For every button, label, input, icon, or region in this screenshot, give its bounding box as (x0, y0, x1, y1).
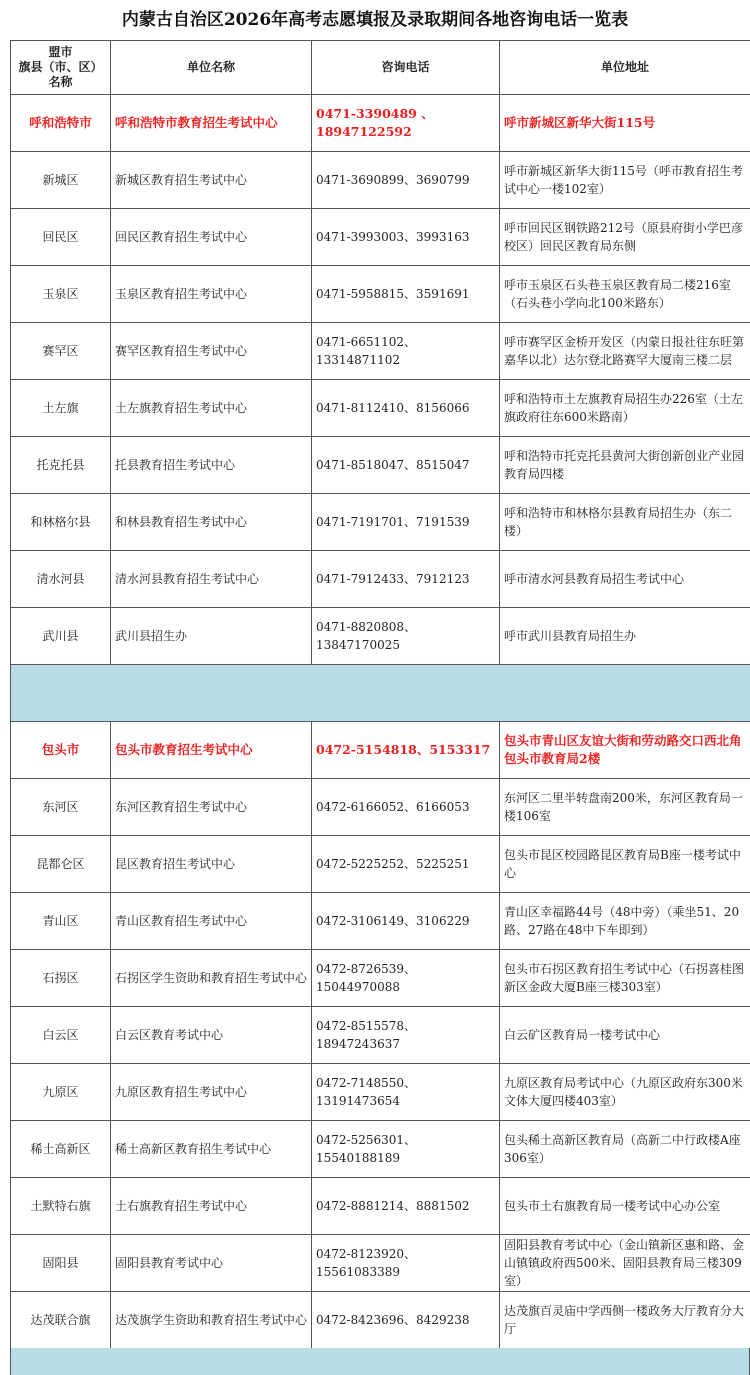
phone-cell: 0471-7191701、7191539 (312, 494, 500, 551)
unit-cell: 清水河县教育招生考试中心 (111, 551, 312, 608)
address-cell: 青山区幸福路44号（48中旁）（乘坐51、20路、27路在48中下车即到） (500, 893, 750, 950)
unit-cell: 和林县教育招生考试中心 (111, 494, 312, 551)
phone-cell: 0472-5225252、5225251 (312, 836, 500, 893)
address-cell: 呼和浩特市托克托县黄河大街创新创业产业园教育局四楼 (500, 437, 750, 494)
unit-cell: 玉泉区教育招生考试中心 (111, 266, 312, 323)
header-address: 单位地址 (500, 41, 750, 95)
phone-cell: 0471-8820808、13847170025 (312, 608, 500, 665)
table-row (11, 266, 750, 323)
table-row (11, 779, 750, 836)
unit-cell: 回民区教育招生考试中心 (111, 209, 312, 266)
section-separator-band (10, 1348, 750, 1375)
unit-cell: 新城区教育招生考试中心 (111, 152, 312, 209)
address-cell: 呼市赛罕区金桥开发区（内蒙日报社往东旺第嘉华以北）达尔登北路赛罕大厦南三楼二层 (500, 323, 750, 380)
phone-cell: 0472-8881214、8881502 (312, 1178, 500, 1235)
phone-cell: 0471-8112410、8156066 (312, 380, 500, 437)
address-cell: 包头稀土高新区教育局（高新二中行政楼A座306室） (500, 1121, 750, 1178)
region-cell: 昆都仑区 (11, 836, 111, 893)
header-unit: 单位名称 (111, 41, 312, 95)
table-row (11, 323, 750, 380)
address-cell: 呼和浩特市和林格尔县教育局招生办（东二楼） (500, 494, 750, 551)
region-cell: 石拐区 (11, 950, 111, 1007)
region-cell: 玉泉区 (11, 266, 111, 323)
table-row (11, 494, 750, 551)
phone-cell: 0472-8726539、15044970088 (312, 950, 500, 1007)
table-row (11, 950, 750, 1007)
table-row (11, 893, 750, 950)
address-cell: 包头市土右旗教育局一楼考试中心办公室 (500, 1178, 750, 1235)
region-cell: 固阳县 (11, 1235, 111, 1292)
table-row (11, 209, 750, 266)
address-cell: 呼市新城区新华大街115号 (500, 95, 750, 152)
separator-cell (11, 665, 750, 722)
table-row (11, 722, 750, 779)
contact-table (10, 40, 750, 1349)
region-cell: 青山区 (11, 893, 111, 950)
phone-cell: 0472-8515578、18947243637 (312, 1007, 500, 1064)
region-cell: 赛罕区 (11, 323, 111, 380)
address-cell: 呼市玉泉区石头巷玉泉区教育局二楼216室（石头巷小学向北100米路东） (500, 266, 750, 323)
address-cell: 包头市昆区校园路昆区教育局B座一楼考试中心 (500, 836, 750, 893)
address-cell: 达茂旗百灵庙中学西侧一楼政务大厅教育分大厅 (500, 1292, 750, 1349)
region-cell: 稀土高新区 (11, 1121, 111, 1178)
region-cell: 土左旗 (11, 380, 111, 437)
unit-cell: 托县教育招生考试中心 (111, 437, 312, 494)
phone-cell: 0472-3106149、3106229 (312, 893, 500, 950)
unit-cell: 武川县招生办 (111, 608, 312, 665)
header-phone: 咨询电话 (312, 41, 500, 95)
unit-cell: 固阳县教育考试中心 (111, 1235, 312, 1292)
header-row (11, 41, 750, 95)
header-region: 盟市 旗县（市、区） 名称 (11, 41, 111, 95)
region-cell: 达茂联合旗 (11, 1292, 111, 1349)
table-row (11, 836, 750, 893)
unit-cell: 昆区教育招生考试中心 (111, 836, 312, 893)
region-cell: 武川县 (11, 608, 111, 665)
unit-cell: 东河区教育招生考试中心 (111, 779, 312, 836)
region-cell: 回民区 (11, 209, 111, 266)
address-cell: 包头市青山区友谊大街和劳动路交口西北角包头市教育局2楼 (500, 722, 750, 779)
address-cell: 包头市石拐区教育招生考试中心（石拐喜桂图新区金政大厦B座三楼303室） (500, 950, 750, 1007)
table-row (11, 1178, 750, 1235)
address-cell: 东河区二里半转盘南200米，东河区教育局一楼106室 (500, 779, 750, 836)
table-row (11, 152, 750, 209)
phone-cell: 0471-6651102、13314871102 (312, 323, 500, 380)
section-separator (11, 665, 750, 722)
region-cell: 土默特右旗 (11, 1178, 111, 1235)
address-cell: 固阳县教育考试中心（金山镇新区惠和路、金山镇镇政府西500米、固阳县教育局三楼309室） (500, 1235, 750, 1292)
phone-cell: 0471-3390489 、18947122592 (312, 95, 500, 152)
address-cell: 呼和浩特市土左旗教育局招生办226室（土左旗政府往东600米路南） (500, 380, 750, 437)
table-row (11, 95, 750, 152)
table-row (11, 380, 750, 437)
unit-cell: 包头市教育招生考试中心 (111, 722, 312, 779)
table-row (11, 608, 750, 665)
phone-cell: 0472-5154818、5153317 (312, 722, 500, 779)
table-row (11, 1064, 750, 1121)
region-cell: 包头市 (11, 722, 111, 779)
address-cell: 呼市清水河县教育局招生考试中心 (500, 551, 750, 608)
region-cell: 九原区 (11, 1064, 111, 1121)
phone-cell: 0472-7148550、13191473654 (312, 1064, 500, 1121)
unit-cell: 九原区教育招生考试中心 (111, 1064, 312, 1121)
region-cell: 和林格尔县 (11, 494, 111, 551)
unit-cell: 白云区教育考试中心 (111, 1007, 312, 1064)
phone-cell: 0471-5958815、3591691 (312, 266, 500, 323)
table-row (11, 551, 750, 608)
table-row (11, 1121, 750, 1178)
region-cell: 新城区 (11, 152, 111, 209)
unit-cell: 青山区教育招生考试中心 (111, 893, 312, 950)
region-cell: 清水河县 (11, 551, 111, 608)
region-cell: 呼和浩特市 (11, 95, 111, 152)
address-cell: 呼市武川县教育局招生办 (500, 608, 750, 665)
table-row (11, 1235, 750, 1292)
table-row (11, 437, 750, 494)
unit-cell: 赛罕区教育招生考试中心 (111, 323, 312, 380)
phone-cell: 0471-7912433、7912123 (312, 551, 500, 608)
phone-cell: 0472-6166052、6166053 (312, 779, 500, 836)
region-cell: 白云区 (11, 1007, 111, 1064)
phone-cell: 0472-8123920、15561083389 (312, 1235, 500, 1292)
address-cell: 九原区教育局考试中心（九原区政府东300米文体大厦四楼403室） (500, 1064, 750, 1121)
phone-cell: 0471-3690899、3690799 (312, 152, 500, 209)
unit-cell: 达茂旗学生资助和教育招生考试中心 (111, 1292, 312, 1349)
unit-cell: 土右旗教育招生考试中心 (111, 1178, 312, 1235)
phone-cell: 0471-3993003、3993163 (312, 209, 500, 266)
unit-cell: 稀土高新区教育招生考试中心 (111, 1121, 312, 1178)
page-title: 内蒙古自治区2026年高考志愿填报及录取期间各地咨询电话一览表 (121, 10, 629, 30)
unit-cell: 土左旗教育招生考试中心 (111, 380, 312, 437)
region-cell: 东河区 (11, 779, 111, 836)
address-cell: 呼市新城区新华大街115号（呼市教育招生考试中心一楼102室） (500, 152, 750, 209)
address-cell: 呼市回民区钢铁路212号（原县府街小学巴彦校区）回民区教育局东侧 (500, 209, 750, 266)
unit-cell: 石拐区学生资助和教育招生考试中心 (111, 950, 312, 1007)
phone-cell: 0472-8423696、8429238 (312, 1292, 500, 1349)
phone-cell: 0472-5256301、15540188189 (312, 1121, 500, 1178)
table-row (11, 1292, 750, 1349)
table-row (11, 1007, 750, 1064)
region-cell: 托克托县 (11, 437, 111, 494)
phone-cell: 0471-8518047、8515047 (312, 437, 500, 494)
address-cell: 白云矿区教育局一楼考试中心 (500, 1007, 750, 1064)
unit-cell: 呼和浩特市教育招生考试中心 (111, 95, 312, 152)
